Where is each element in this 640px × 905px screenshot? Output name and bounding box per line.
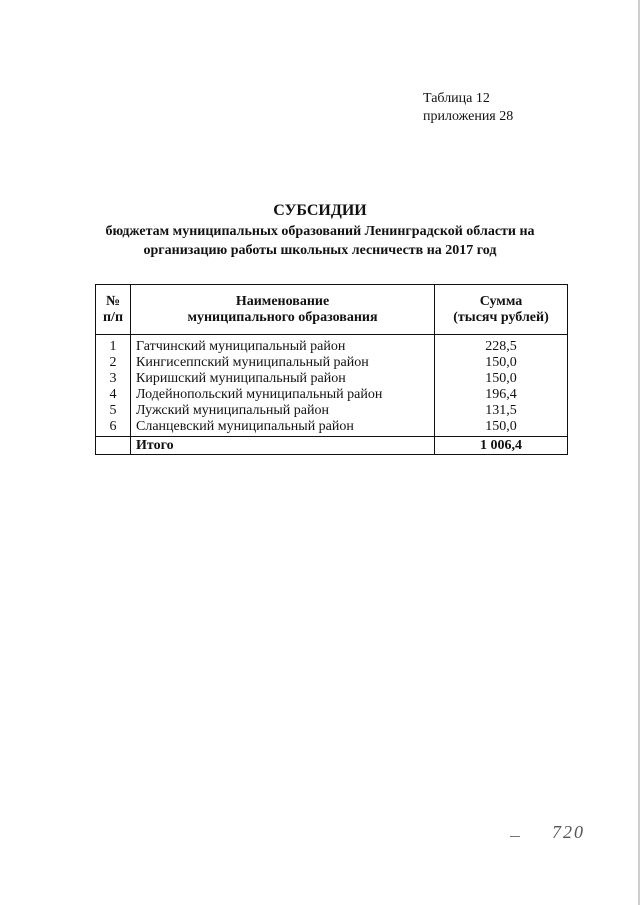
- dash-mark: [510, 836, 520, 837]
- row-sum: 131,5: [435, 402, 568, 418]
- table-row: [96, 418, 568, 437]
- table-row: [96, 370, 568, 386]
- row-number: 4: [96, 386, 131, 402]
- row-name: Лужский муниципальный район: [131, 402, 435, 418]
- total-row: [96, 437, 568, 455]
- title-main: СУБСИДИИ: [273, 202, 367, 219]
- row-number: 5: [96, 402, 131, 418]
- header-number-line-1: №: [105, 293, 121, 309]
- row-sum: 150,0: [435, 370, 568, 386]
- table-label: Таблица 12: [423, 91, 490, 106]
- row-number: 6: [96, 418, 131, 437]
- table-row: [96, 386, 568, 402]
- table-header-row: [96, 285, 568, 335]
- header-sum-line-2: (тысяч рублей): [453, 309, 549, 325]
- header-number: [96, 285, 131, 335]
- title-line-1: бюджетам муниципальных образований Ленинградской области на: [105, 224, 535, 239]
- table-row: [96, 402, 568, 418]
- row-sum: 228,5: [435, 335, 568, 355]
- total-label: Итого: [131, 437, 435, 455]
- row-name: Сланцевский муниципальный район: [131, 418, 435, 437]
- row-number: 2: [96, 354, 131, 370]
- header-name-line-2: муниципального образования: [187, 309, 378, 325]
- row-sum: 150,0: [435, 354, 568, 370]
- total-sum: 1 006,4: [435, 437, 568, 455]
- table-row: [96, 354, 568, 370]
- header-name-line-1: Наименование: [235, 293, 330, 309]
- row-name: Киришский муниципальный район: [131, 370, 435, 386]
- document-title: [0, 201, 640, 259]
- page-number: 720: [552, 822, 585, 842]
- header-name: [131, 285, 435, 335]
- row-sum: 150,0: [435, 418, 568, 437]
- table-row: [96, 335, 568, 355]
- total-empty-cell: [96, 437, 131, 455]
- header-number-line-2: п/п: [102, 309, 124, 325]
- appendix-label: приложения 28: [423, 109, 514, 124]
- row-name: Лодейнопольский муниципальный район: [131, 386, 435, 402]
- row-number: 1: [96, 335, 131, 355]
- table-reference: [423, 90, 513, 126]
- row-sum: 196,4: [435, 386, 568, 402]
- header-sum: [435, 285, 568, 335]
- row-name: Гатчинский муниципальный район: [131, 335, 435, 355]
- subsidies-table: [95, 284, 568, 455]
- row-name: Кингисеппский муниципальный район: [131, 354, 435, 370]
- header-sum-line-1: Сумма: [479, 293, 523, 309]
- row-number: 3: [96, 370, 131, 386]
- title-line-2: организацию работы школьных лесничеств на 2017 год: [143, 243, 497, 258]
